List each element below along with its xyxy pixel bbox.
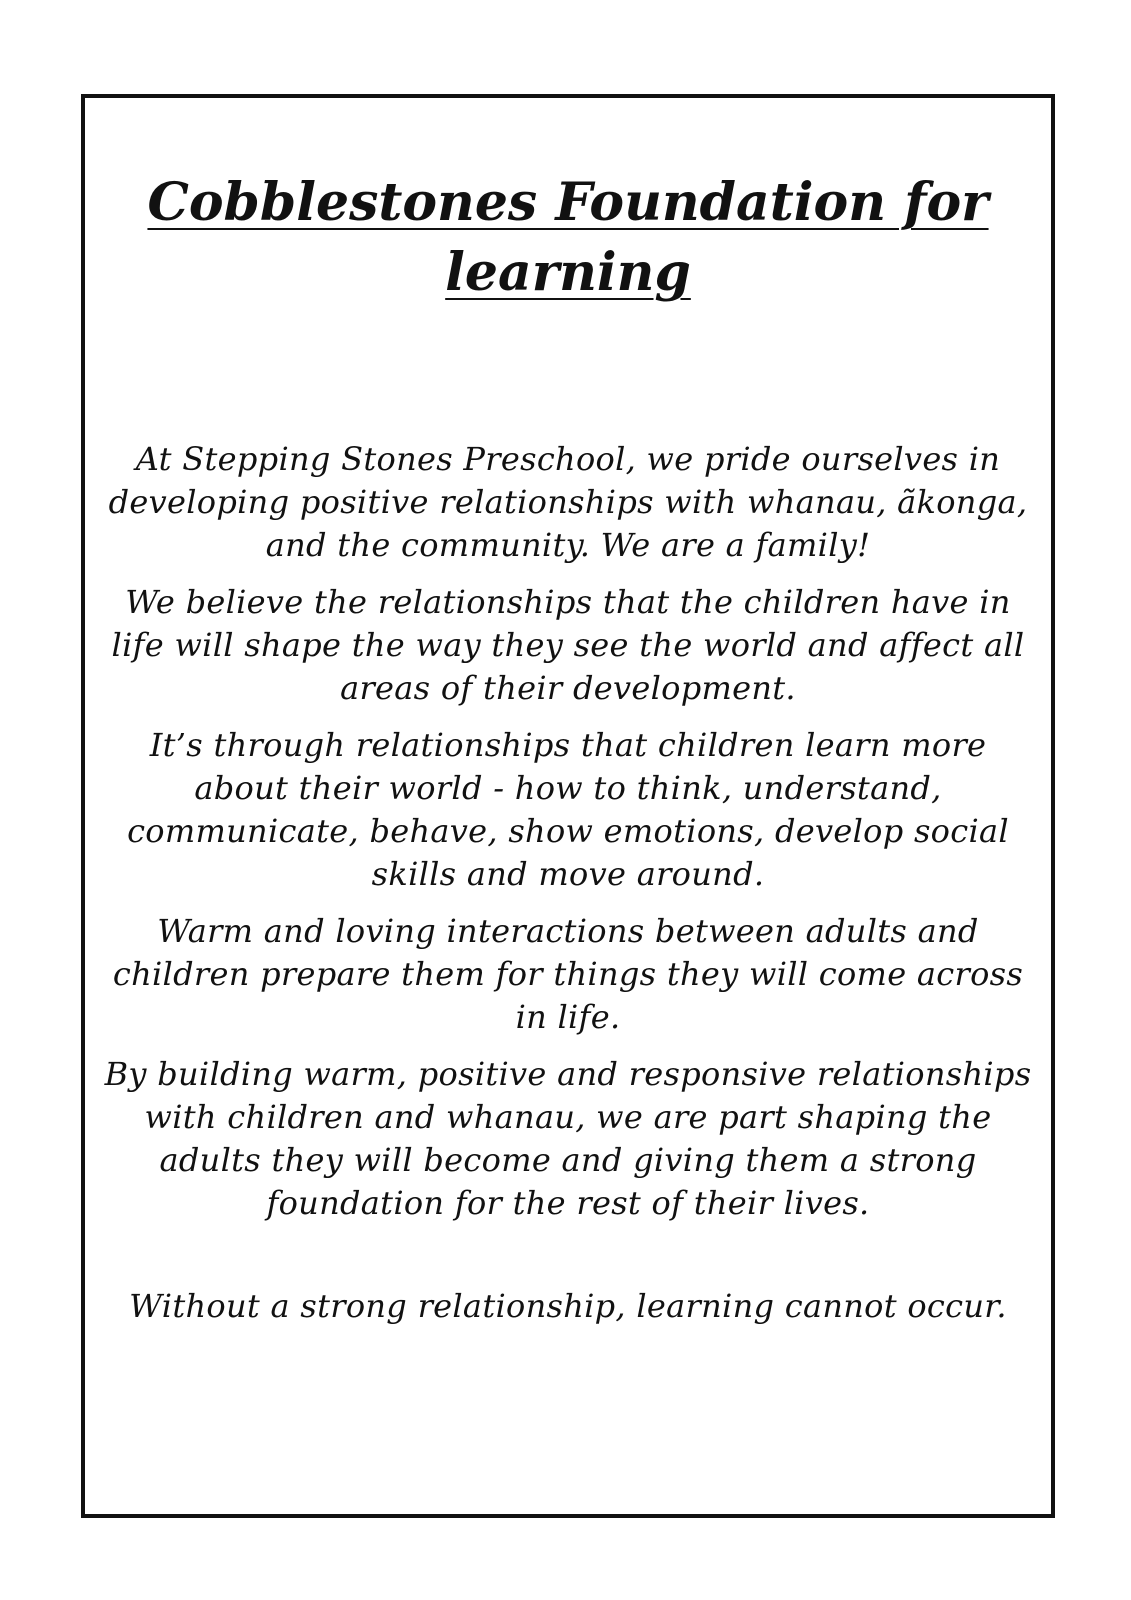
- paragraph-relationships-intro: At Stepping Stones Preschool, we pride ourselves in developing positive relationships with whanau, ãkonga, and the community. We are a family!: [108, 440, 1028, 564]
- paragraph-warm-interactions: Warm and loving interactions between adults and children prepare them for things they will come across in life.: [112, 912, 1024, 1036]
- page-border-frame: [81, 94, 1055, 1518]
- paragraph-relationships-belief: We believe the relationships that the children have in life will shape the way they see the world and affect all areas of their development.: [111, 583, 1025, 707]
- page-title: Cobblestones Foundation for learning: [147, 172, 989, 303]
- paragraph-learning-through-relationships: It’s through relationships that children learn more about their world - how to think, understand, communicate, behave, show emotions, develop social skills and move around.: [127, 726, 1009, 893]
- closing-statement: Without a strong relationship, learning cannot occur.: [129, 1287, 1007, 1325]
- body-text: [103, 438, 1033, 1342]
- paragraph-strong-foundation: By building warm, positive and responsive relationships with children and whanau, we are part shaping the adults they will become and giving them a strong foundation for the rest of their lives.: [104, 1055, 1032, 1222]
